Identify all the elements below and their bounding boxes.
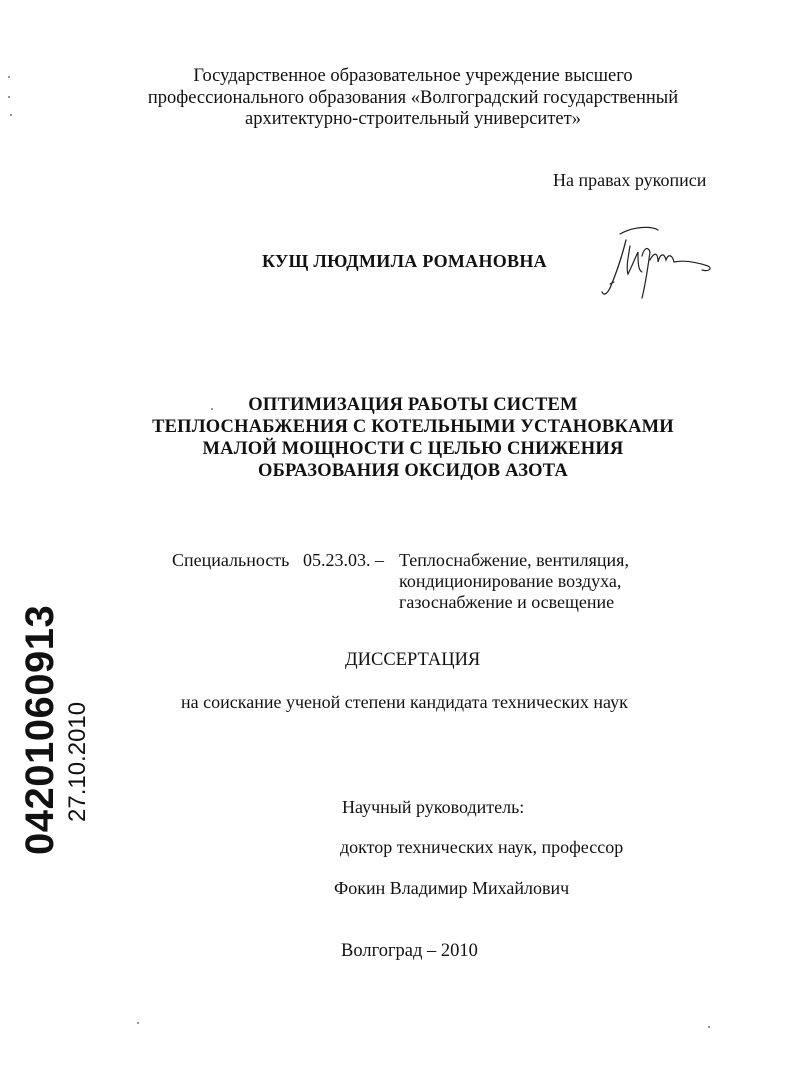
specialty-line-1: Теплоснабжение, вентиляция, (399, 550, 629, 570)
degree-statement: на соискание ученой степени кандидата технических наук (181, 692, 628, 712)
specialty-description (399, 550, 629, 613)
institution-line-2: профессионального образования «Волгоградский государственный (147, 87, 679, 108)
library-stamp-date: 27.10.2010 (64, 701, 91, 822)
specialty-code: 05.23.03. – (303, 550, 384, 570)
library-stamp-code: 04201060913 (18, 604, 62, 855)
city-year: Волгоград – 2010 (341, 941, 478, 961)
scan-speck (708, 1026, 710, 1028)
scan-speck (10, 114, 12, 116)
title-line-1: ОПТИМИЗАЦИЯ РАБОТЫ СИСТЕМ (248, 395, 578, 415)
supervisor-label: Научный руководитель: (342, 797, 525, 817)
institution-line-1: Государственное образовательное учреждение высшего (193, 66, 633, 86)
specialty-label: Специальность (172, 550, 290, 570)
scan-speck (211, 408, 213, 410)
document-type: ДИССЕРТАЦИЯ (345, 650, 481, 670)
title-line-2: ТЕПЛОСНАБЖЕНИЯ С КОТЕЛЬНЫМИ УСТАНОВКАМИ (152, 417, 674, 437)
institution-line-3: архитектурно-строительный университет» (245, 109, 581, 129)
dissertation-title (0, 394, 793, 482)
institution-header (0, 66, 793, 131)
title-line-3: МАЛОЙ МОЩНОСТИ С ЦЕЛЬЮ СНИЖЕНИЯ (202, 439, 624, 459)
specialty-line-2: кондиционирование воздуха, (399, 571, 622, 591)
author-name: КУЩ ЛЮДМИЛА РОМАНОВНА (262, 251, 547, 271)
handwritten-signature (598, 222, 723, 304)
scan-speck (137, 1022, 139, 1024)
supervisor-name: Фокин Владимир Михайлович (334, 878, 570, 898)
scan-speck (8, 96, 10, 98)
scan-speck (8, 76, 10, 78)
title-line-4: ОБРАЗОВАНИЯ ОКСИДОВ АЗОТА (258, 461, 568, 481)
specialty-line-3: газоснабжение и освещение (399, 592, 615, 612)
supervisor-degree: доктор технических наук, профессор (340, 837, 624, 857)
manuscript-note: На правах рукописи (553, 170, 707, 190)
